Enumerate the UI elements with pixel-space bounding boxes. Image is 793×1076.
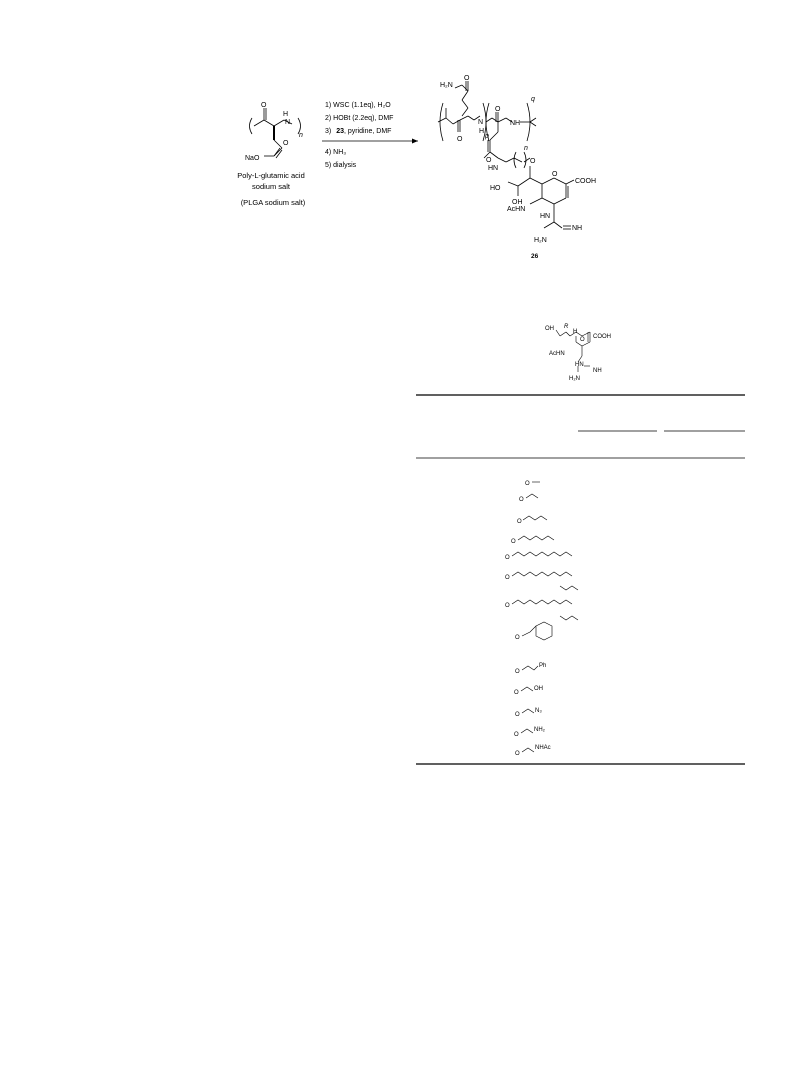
row-long-chain-2 [512,600,572,604]
reactant-n-label: N [285,119,291,126]
reactant-o2-label: O [283,140,289,147]
table-row-oxygens [505,481,530,757]
row-o: O [511,539,516,545]
product-structure [438,81,574,229]
reaction-conditions [322,102,418,169]
row-ethyl [526,494,538,498]
row-o: O [505,555,510,561]
product-o-top: O [464,75,470,82]
row-o: O [517,519,522,525]
product-oh: OH [512,199,523,206]
product-n-1: N [478,119,484,126]
reactant-label-line2: sodium salt [252,182,290,191]
product-n-subscript: n [524,145,528,152]
row-long-chain-1 [512,572,572,576]
reactant-n-subscript: n [299,132,303,139]
reactant-o-label: O [261,102,267,109]
row-hexyl [518,536,554,540]
row-cyclohexyl-ring [536,622,552,640]
step-4: 4) NH₃ [325,149,347,156]
header-hn: HN [575,362,584,368]
row-acetamidoethyl [522,748,534,752]
row-label-ph: Ph [539,663,547,669]
product-q-subscript: q [531,96,535,103]
row-label-nhac: NHAc [535,745,551,751]
header-h2n: H₂N [569,376,580,382]
row-o: O [519,497,524,503]
row-o: O [505,575,510,581]
header-oh: OH [545,326,554,332]
row-label-oh: OH [534,686,543,692]
step-3: 3) 23, pyridine, DMF [325,128,392,135]
product-o-carbonyl2: O [495,106,501,113]
step-5: 5) dialysis [325,162,357,169]
table-row-substituents [512,482,578,752]
row-butyl [523,516,547,520]
header-r: R [564,324,569,330]
row-o: O [515,669,520,675]
header-o: O [580,337,585,343]
reactant-nao-label: NaO [245,155,260,162]
row-o: O [514,732,519,738]
reactant-structure [250,108,301,158]
row-azidoethyl [522,709,534,713]
header-h: H [573,329,578,335]
product-nh: NH [510,120,521,127]
row-decyl [512,552,572,556]
row-label-n3: N₃ [535,708,542,714]
header-achn: AcHN [549,351,565,357]
header-cooh: COOH [593,334,611,340]
product-hn-guan: HN [540,213,551,220]
reactant-h-label: H [283,111,289,118]
product-o-carbonyl1: O [457,136,463,143]
product-nh-guan: NH [572,225,583,232]
row-aminoethyl [521,729,533,733]
row-phenethyl [522,666,538,670]
product-hn-linker: HN [488,165,499,172]
row-o: O [525,481,530,487]
product-p-subscript: p [485,133,489,140]
step-2: 2) HOBt (2.2eq), DMF [325,115,394,122]
reactant-label-line1: Poly-L-glutamic acid [237,171,305,180]
product-h2n-top: H₂N [440,82,453,89]
product-o-amide: O [486,157,492,164]
reactant-label-line3: (PLGA sodium salt) [240,198,306,207]
row-o: O [515,751,520,757]
step-1: 1) WSC (1.1eq), H₂O [325,102,391,109]
product-achn: AcHN [507,206,526,213]
arrow-head [412,139,418,144]
product-h-1: H [479,128,485,135]
row-o: O [505,603,510,609]
row-o: O [515,712,520,718]
row-cyclohexyl-linker [522,626,536,636]
row-o: O [514,690,519,696]
row-long-chain-2-tail [560,616,578,620]
product-o-ether: O [530,158,536,165]
row-label-nh2: NH₂ [534,727,545,733]
product-compound-number: 26 [531,253,539,260]
product-o-ring: O [552,171,558,178]
product-h2n-guan: H₂N [534,237,547,244]
product-cooh: COOH [575,178,596,185]
row-o: O [515,635,520,641]
header-nh: NH [593,368,602,374]
row-hydroxyethyl [521,687,533,691]
product-ho: HO [490,185,501,192]
row-long-chain-1-tail [560,586,578,590]
